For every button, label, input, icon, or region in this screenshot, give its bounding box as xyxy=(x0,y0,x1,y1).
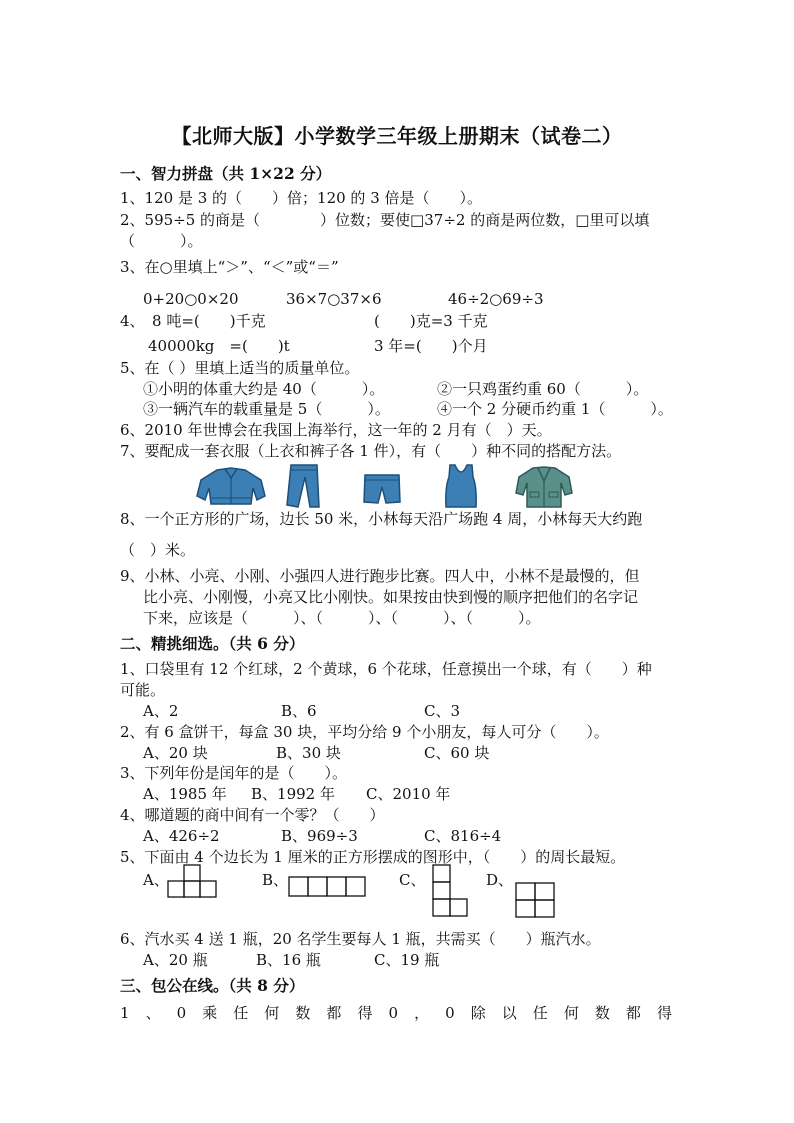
s3-q1-char: 任 xyxy=(532,1004,548,1022)
s1-q9-line2: 比小亮、小刚慢，小亮又比小刚快。如果按由快到慢的顺序把他们的名字记 xyxy=(143,588,639,606)
page-title: 【北师大版】小学数学三年级上册期末（试卷二） xyxy=(171,124,623,148)
s3-q1-char: 0 xyxy=(176,1004,187,1022)
section-3-heading: 三、包公在线。（共 8 分） xyxy=(120,976,305,995)
s3-q1-char: 得 xyxy=(357,1004,373,1022)
s3-q1-char: 何 xyxy=(264,1004,280,1022)
s3-q1-char: 以 xyxy=(501,1004,517,1022)
s2-q1-option-a: A、2 xyxy=(143,702,179,720)
s1-q5-d: ④一个 2 分硬币约重 1（ ）。 xyxy=(437,400,673,418)
shape-c-figure xyxy=(432,864,470,918)
s1-q8-line2: （ ）米。 xyxy=(120,541,196,559)
s3-q1-char: 1 xyxy=(120,1004,130,1022)
s3-q1-char: 都 xyxy=(625,1004,641,1022)
s3-q1-char: 何 xyxy=(563,1004,579,1022)
s1-q4-b: ( )克=3 千克 xyxy=(374,312,488,330)
s2-q3-option-a: A、1985 年 xyxy=(143,785,227,803)
s1-q6: 6、2010 年世博会在我国上海举行，这一年的 2 月有（ ）天。 xyxy=(120,421,552,439)
shorts-icon xyxy=(362,473,402,505)
s1-q2-line1: 2、595÷5 的商是（ ）位数；要使□37÷2 的商是两位数，□里可以填 xyxy=(120,211,650,229)
s1-q5-b: ②一只鸡蛋约重 60（ ）。 xyxy=(437,380,649,398)
s2-q2-option-b: B、30 块 xyxy=(276,744,341,762)
s1-q8-line1: 8、一个正方形的广场，边长 50 米，小林每天沿广场跑 4 周，小林每天大约跑 xyxy=(120,510,643,528)
s1-q7: 7、要配成一套衣服（上衣和裤子各 1 件），有（ ）种不同的搭配方法。 xyxy=(120,442,622,460)
s3-q1-char: 任 xyxy=(233,1004,249,1022)
s2-q1-option-b: B、6 xyxy=(281,702,317,720)
s3-q1-char: 乘 xyxy=(202,1004,218,1022)
s2-q6-option-b: B、16 瓶 xyxy=(256,951,321,969)
s2-q3-option-b: B、1992 年 xyxy=(251,785,335,803)
s3-q1-char: 0 xyxy=(388,1004,399,1022)
s1-q4-c: 40000kg =( )t xyxy=(148,337,290,355)
s2-q4-option-b: B、969÷3 xyxy=(281,827,358,845)
trousers-icon xyxy=(285,463,321,509)
s3-q1-char: 数 xyxy=(594,1004,610,1022)
s1-q9-line3: 下来，应该是（ ）、（ ）、（ ）、（ ）。 xyxy=(143,609,541,627)
s2-q5-option-b: B、 xyxy=(262,871,289,889)
s2-q4-option-c: C、816÷4 xyxy=(424,827,502,845)
s1-q5-c: ③一辆汽车的载重量是 5（ ）。 xyxy=(143,400,390,418)
s3-q1-char: 除 xyxy=(470,1004,486,1022)
s2-q6-option-a: A、20 瓶 xyxy=(143,951,208,969)
s2-q1-option-c: C、3 xyxy=(424,702,461,720)
s2-q1-line1: 1、口袋里有 12 个红球，2 个黄球，6 个花球，任意摸出一个球，有（ ）种 xyxy=(120,660,652,678)
vest-icon xyxy=(443,463,479,509)
s3-q1-char: 都 xyxy=(326,1004,342,1022)
s3-q1-char: ， xyxy=(414,1004,430,1022)
jacket-icon xyxy=(195,466,267,506)
s1-q3-b: 36×7○37×6 xyxy=(286,290,382,308)
s1-q1: 1、120 是 3 的（ ）倍；120 的 3 倍是（ ）。 xyxy=(120,189,483,207)
section-1-heading: 一、智力拼盘（共 1×22 分） xyxy=(120,164,332,183)
s2-q2: 2、有 6 盒饼干，每盒 30 块，平均分给 9 个小朋友，每人可分（ ）。 xyxy=(120,723,609,741)
s1-q3: 3、在○里填上“＞”、“＜”或“＝” xyxy=(120,258,339,276)
s1-q5: 5、在（ ）里填上适当的质量单位。 xyxy=(120,359,360,377)
s2-q3-option-c: C、2010 年 xyxy=(366,785,451,803)
s2-q5-option-a: A、 xyxy=(143,871,169,889)
s3-q1-char: 、 xyxy=(145,1004,161,1022)
shape-b-figure xyxy=(288,876,366,898)
s2-q1-line2: 可能。 xyxy=(120,681,166,699)
s1-q2-line2: （ ）。 xyxy=(120,232,203,250)
s2-q2-option-a: A、20 块 xyxy=(143,744,208,762)
s1-q3-c: 46÷2○69÷3 xyxy=(448,290,544,308)
s1-q4-a: 4、 8 吨=( )千克 xyxy=(120,312,266,330)
s1-q9-line1: 9、小林、小亮、小刚、小强四人进行跑步比赛。四人中，小林不是最慢的，但 xyxy=(120,567,640,585)
s1-q4-d: 3 年=( )个月 xyxy=(374,337,488,355)
s3-q1-char: 数 xyxy=(295,1004,311,1022)
s3-q1-char: 得 xyxy=(656,1004,672,1022)
s2-q4-option-a: A、426÷2 xyxy=(143,827,220,845)
s3-q1-char: 0 xyxy=(445,1004,455,1022)
s3-q1-line xyxy=(120,1004,672,1023)
shape-d-figure xyxy=(515,882,555,918)
shape-a-figure xyxy=(168,864,218,898)
s2-q5-option-c: C、 xyxy=(399,871,426,889)
s2-q5-option-d: D、 xyxy=(486,871,514,889)
s2-q6-option-c: C、19 瓶 xyxy=(374,951,440,969)
s1-q5-a: ①小明的体重大约是 40（ ）。 xyxy=(143,380,385,398)
s1-q3-a: 0+20○0×20 xyxy=(143,290,239,308)
s2-q2-option-c: C、60 块 xyxy=(424,744,490,762)
s2-q6: 6、汽水买 4 送 1 瓶，20 名学生要每人 1 瓶，共需买（ ）瓶汽水。 xyxy=(120,930,601,948)
section-2-heading: 二、精挑细选。（共 6 分） xyxy=(120,634,305,653)
s2-q3: 3、下列年份是闰年的是（ ）。 xyxy=(120,764,348,782)
s2-q4: 4、哪道题的商中间有一个零？（ ） xyxy=(120,806,385,824)
s2-q5: 5、下面由 4 个边长为 1 厘米的正方形摆成的图形中，（ ）的周长最短。 xyxy=(120,848,626,866)
coat-icon xyxy=(515,465,573,509)
